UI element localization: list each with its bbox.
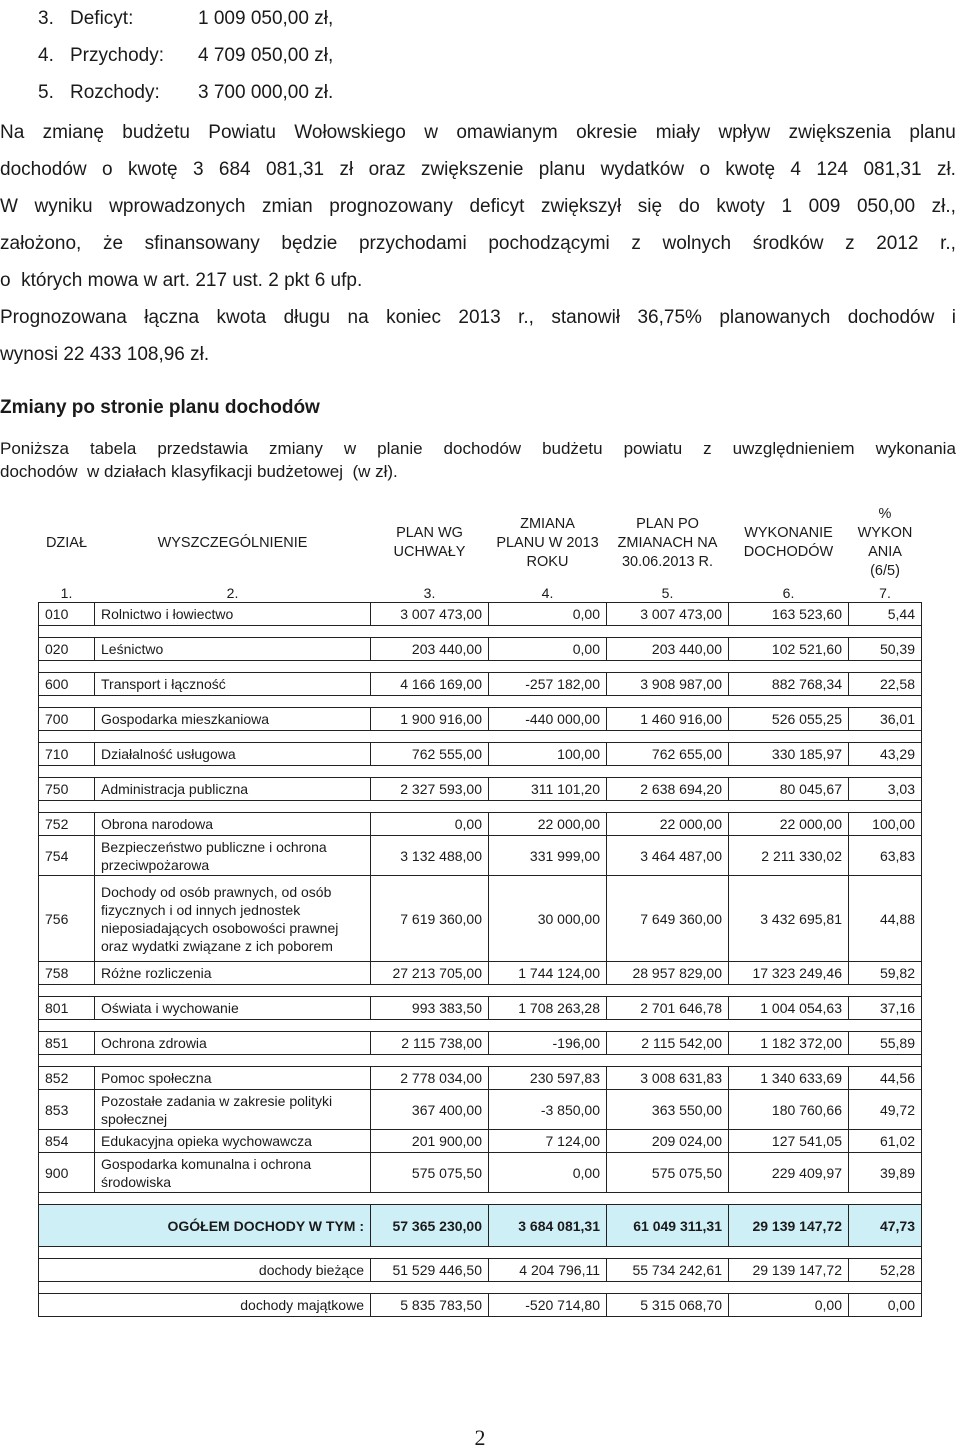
cell-name: Administracja publiczna [95,778,371,801]
cell-plan_po: 203 440,00 [607,638,729,661]
cell-name: Dochody od osób prawnych, od osób fizycznych i od innych jednostek nieposiadających osobowości prawnej oraz wydatki związane z ich poborem [95,876,371,962]
word: łączna [144,306,200,328]
cell-wykonanie: 1 182 372,00 [729,1032,849,1055]
word: budżetu [542,438,603,458]
subtotal-plan: 5 835 783,50 [371,1294,489,1317]
cell-proc: 39,89 [849,1153,922,1193]
cell-proc: 3,03 [849,778,922,801]
spacer-row [39,661,922,673]
table-row [39,997,922,1020]
word: planie [377,438,423,458]
table-row [39,673,922,696]
word: Poniższa [0,438,69,458]
word: 684 [218,158,251,180]
table-row [39,743,922,766]
spacer-row [39,1193,922,1205]
word: zmiany [269,438,323,458]
cell-zmiana: 1 744 124,00 [489,962,607,985]
cell-wykonanie: 3 432 695,81 [729,876,849,962]
word: środków [752,232,824,254]
list-item [38,0,333,37]
word: o [699,158,711,180]
word: Na [0,121,25,143]
cell-zmiana: 0,00 [489,1153,607,1193]
cell-name: Bezpieczeństwo publiczne i ochrona przeciwpożarowa [95,836,371,876]
subtotal-wykonanie: 29 139 147,72 [729,1259,849,1282]
cell-name: Transport i łączność [95,673,371,696]
cell-dzial: 851 [39,1032,95,1055]
cell-zmiana: 331 999,00 [489,836,607,876]
table-header-row [39,503,922,583]
list-item [38,37,333,74]
cell-name: Pozostałe zadania w zakresie polityki społecznej [95,1090,371,1130]
total-label: OGÓŁEM DOCHODY W TYM : [39,1205,371,1247]
cell-plan_po: 762 655,00 [607,743,729,766]
cell-dzial: 752 [39,813,95,836]
cell-proc: 44,56 [849,1067,922,1090]
spacer-row [39,696,922,708]
word: że [102,232,124,254]
cell-dzial: 600 [39,673,95,696]
word: omawianym [456,121,558,143]
word: 124 [816,158,849,180]
word: 2013 [458,306,501,328]
intro-paragraph [0,437,956,483]
table-row [39,813,922,836]
cell-name: Różne rozliczenia [95,962,371,985]
word: z [631,232,641,254]
list-item-label: Deficyt: [70,7,134,29]
cell-plan_po: 22 000,00 [607,813,729,836]
word: r., [518,306,534,328]
column-header: PLAN WG UCHWAŁY [393,525,466,560]
total-wykonanie: 29 139 147,72 [729,1205,849,1247]
cell-wykonanie: 882 768,34 [729,673,849,696]
word: i [951,306,956,328]
paragraph-line [0,114,956,151]
word: dochodów [847,306,935,328]
word: zmian [262,195,313,217]
page-number: 2 [474,1425,486,1450]
word: powiatu [623,438,683,458]
total-zmiana: 3 684 081,31 [489,1205,607,1247]
cell-zmiana: 7 124,00 [489,1130,607,1153]
paragraph-debt-forecast [0,299,956,373]
list-item-value: 1 009 050,00 zł, [198,7,334,29]
cell-proc: 63,83 [849,836,922,876]
cell-proc: 36,01 [849,708,922,731]
total-plan: 57 365 230,00 [371,1205,489,1247]
cell-wykonanie: 330 185,97 [729,743,849,766]
subtotal-plan_po: 55 734 242,61 [607,1259,729,1282]
cell-zmiana: 1 708 263,28 [489,997,607,1020]
spacer-row [39,626,922,638]
column-header: DZIAŁ [45,534,88,551]
cell-proc: 44,88 [849,876,922,962]
cell-plan: 2 327 593,00 [371,778,489,801]
table-row [39,876,922,962]
spacer-row [39,731,922,743]
cell-zmiana: -3 850,00 [489,1090,607,1130]
cell-plan_po: 2 638 694,20 [607,778,729,801]
cell-zmiana: 230 597,83 [489,1067,607,1090]
word: 3 [192,158,204,180]
cell-dzial: 756 [39,876,95,962]
cell-dzial: 854 [39,1130,95,1153]
cell-dzial: 010 [39,603,95,626]
column-header: WYSZCZEGÓLNIENIE [157,534,308,551]
subtotal-zmiana: 4 204 796,11 [489,1259,607,1282]
word: będzie [281,232,338,254]
cell-zmiana: -257 182,00 [489,673,607,696]
cell-plan_po: 28 957 829,00 [607,962,729,985]
cell-dzial: 853 [39,1090,95,1130]
cell-plan: 7 619 360,00 [371,876,489,962]
total-row [39,1205,922,1247]
subtotal-wykonanie: 0,00 [729,1294,849,1317]
word: o [102,158,113,180]
column-header: WYKONANIE DOCHODÓW [743,525,834,560]
cell-plan_po: 363 550,00 [607,1090,729,1130]
word: do [678,195,700,217]
subtotal-plan: 51 529 446,50 [371,1259,489,1282]
word: W [0,195,18,217]
word: miały [655,121,701,143]
word: kwotę [127,158,178,180]
cell-name: Pomoc społeczna [95,1067,371,1090]
cell-plan_po: 3 008 631,83 [607,1067,729,1090]
column-number: 7. [849,583,922,603]
word: kwota [216,306,267,328]
cell-plan: 367 400,00 [371,1090,489,1130]
table-row [39,638,922,661]
word: przychodami [358,232,467,254]
list-item [38,74,333,111]
word: 009 [808,195,841,217]
cell-dzial: 700 [39,708,95,731]
paragraph-line [0,437,956,460]
cell-plan: 2 778 034,00 [371,1067,489,1090]
cell-proc: 37,16 [849,997,922,1020]
word: stanowił [551,306,621,328]
cell-wykonanie: 22 000,00 [729,813,849,836]
word: pochodzącymi [488,232,610,254]
cell-plan: 3 132 488,00 [371,836,489,876]
word: z [845,232,855,254]
cell-plan: 575 075,50 [371,1153,489,1193]
cell-plan_po: 7 649 360,00 [607,876,729,962]
cell-wykonanie: 17 323 249,46 [729,962,849,985]
cell-plan_po: 1 460 916,00 [607,708,729,731]
cell-wykonanie: 229 409,97 [729,1153,849,1193]
cell-zmiana: 0,00 [489,603,607,626]
word: tabela [89,438,137,458]
spacer-row [39,985,922,997]
cell-plan_po: 2 115 542,00 [607,1032,729,1055]
subtotal-row [39,1259,922,1282]
spacer-row [39,1282,922,1294]
paragraph-line: dochodów w działach klasyfikacji budżetowej (w zł). [0,461,398,481]
list-item-number: 5. [38,81,54,103]
paragraph-line: o których mowa w art. 217 ust. 2 pkt 6 ufp. [0,269,363,291]
cell-plan: 2 115 738,00 [371,1032,489,1055]
cell-name: Gospodarka komunalna i ochrona środowiska [95,1153,371,1193]
cell-proc: 43,29 [849,743,922,766]
word: zł., [931,195,956,217]
list-item-label: Przychody: [70,44,164,66]
word: planu [909,121,956,143]
table-row [39,708,922,731]
subtotal-row [39,1294,922,1317]
table-row [39,1090,922,1130]
cell-proc: 22,58 [849,673,922,696]
word: wykonania [875,438,956,458]
word: Powiatu [208,121,276,143]
word: wpływ [718,121,771,143]
word: zwiększenie [420,158,524,180]
word: zł. [936,158,956,180]
table-column-numbers-row [39,583,922,603]
income-table [38,503,922,1317]
paragraph-line [0,188,956,225]
cell-plan_po: 575 075,50 [607,1153,729,1193]
cell-name: Oświata i wychowanie [95,997,371,1020]
cell-name: Gospodarka mieszkaniowa [95,708,371,731]
cell-plan_po: 2 701 646,78 [607,997,729,1020]
word: długu [283,306,331,328]
word: przedstawia [157,438,249,458]
cell-wykonanie: 127 541,05 [729,1130,849,1153]
cell-zmiana: 100,00 [489,743,607,766]
subtotal-label: dochody bieżące [39,1259,371,1282]
cell-dzial: 852 [39,1067,95,1090]
word: oraz [368,158,406,180]
column-number: 1. [39,583,95,603]
word: założono, [0,232,82,254]
cell-dzial: 801 [39,997,95,1020]
cell-zmiana: 311 101,20 [489,778,607,801]
word: zwiększenia [788,121,891,143]
table-row [39,603,922,626]
column-number: 2. [95,583,371,603]
table-row [39,1130,922,1153]
word: okresie [576,121,638,143]
word: 081,31 [863,158,922,180]
cell-proc: 5,44 [849,603,922,626]
cell-dzial: 900 [39,1153,95,1193]
list-item-label: Rozchody: [70,81,160,103]
subtotal-proc: 52,28 [849,1259,922,1282]
column-header: % WYKON ANIA (6/5) [857,506,913,579]
cell-wykonanie: 526 055,25 [729,708,849,731]
paragraph-line [0,225,956,262]
spacer-row [39,1020,922,1032]
paragraph-line [0,151,956,188]
cell-plan: 0,00 [371,813,489,836]
word: 050,00 [856,195,916,217]
cell-dzial: 758 [39,962,95,985]
cell-proc: 55,89 [849,1032,922,1055]
summary-list [38,0,333,111]
word: zł [339,158,354,180]
subtotal-proc: 0,00 [849,1294,922,1317]
cell-zmiana: 22 000,00 [489,813,607,836]
cell-wykonanie: 2 211 330,02 [729,836,849,876]
cell-proc: 59,82 [849,962,922,985]
word: koniec [386,306,441,328]
cell-wykonanie: 102 521,60 [729,638,849,661]
cell-plan: 3 007 473,00 [371,603,489,626]
paragraph-budget-changes [0,114,956,299]
cell-plan_po: 3 464 487,00 [607,836,729,876]
word: budżetu [122,121,190,143]
subtotal-zmiana: -520 714,80 [489,1294,607,1317]
spacer-row [39,766,922,778]
word: wprowadzonych [109,195,246,217]
word: w [343,438,357,458]
cell-plan: 762 555,00 [371,743,489,766]
cell-plan: 203 440,00 [371,638,489,661]
cell-plan: 1 900 916,00 [371,708,489,731]
cell-dzial: 750 [39,778,95,801]
cell-dzial: 754 [39,836,95,876]
section-heading: Zmiany po stronie planu dochodów [0,397,320,418]
cell-name: Leśnictwo [95,638,371,661]
cell-name: Rolnictwo i łowiectwo [95,603,371,626]
cell-zmiana: 0,00 [489,638,607,661]
cell-plan: 201 900,00 [371,1130,489,1153]
cell-dzial: 710 [39,743,95,766]
column-number: 3. [371,583,489,603]
table-row [39,778,922,801]
cell-plan_po: 3 007 473,00 [607,603,729,626]
column-number: 6. [729,583,849,603]
subtotal-plan_po: 5 315 068,70 [607,1294,729,1317]
word: z [703,438,712,458]
word: się [637,195,663,217]
cell-name: Obrona narodowa [95,813,371,836]
cell-name: Ochrona zdrowia [95,1032,371,1055]
word: planowanych [719,306,831,328]
cell-proc: 61,02 [849,1130,922,1153]
word: kwoty [716,195,765,217]
cell-plan: 4 166 169,00 [371,673,489,696]
cell-zmiana: 30 000,00 [489,876,607,962]
word: 4 [790,158,801,180]
word: kwotę [725,158,776,180]
cell-name: Edukacyjna opieka wychowawcza [95,1130,371,1153]
column-number: 4. [489,583,607,603]
paragraph-line [0,299,956,336]
cell-plan_po: 209 024,00 [607,1130,729,1153]
total-plan_po: 61 049 311,31 [607,1205,729,1247]
word: 36,75% [637,306,702,328]
word: w [424,121,438,143]
column-number: 5. [607,583,729,603]
cell-wykonanie: 180 760,66 [729,1090,849,1130]
word: 1 [781,195,793,217]
table-row [39,1153,922,1193]
cell-dzial: 020 [39,638,95,661]
paragraph-line: wynosi 22 433 108,96 zł. [0,343,210,365]
table-row [39,1067,922,1090]
cell-name: Działalność usługowa [95,743,371,766]
word: dochodów [443,438,522,458]
cell-proc: 49,72 [849,1090,922,1130]
spacer-row [39,1247,922,1259]
word: r., [940,232,956,254]
word: wolnych [662,232,732,254]
word: Prognozowana [0,306,127,328]
word: uwzględnieniem [732,438,855,458]
word: sfinansowany [144,232,260,254]
word: dochodów [0,158,87,180]
list-item-number: 4. [38,44,54,66]
total-proc: 47,73 [849,1205,922,1247]
word: na [347,306,369,328]
word: 2012 [876,232,919,254]
word: planu [538,158,586,180]
cell-wykonanie: 1 004 054,63 [729,997,849,1020]
word: prognozowany [329,195,453,217]
table-row [39,1032,922,1055]
cell-plan: 27 213 705,00 [371,962,489,985]
spacer-row [39,801,922,813]
cell-wykonanie: 1 340 633,69 [729,1067,849,1090]
cell-plan_po: 3 908 987,00 [607,673,729,696]
word: wydatków [600,158,685,180]
cell-wykonanie: 80 045,67 [729,778,849,801]
word: 081,31 [266,158,325,180]
subtotal-label: dochody majątkowe [39,1294,371,1317]
cell-plan: 993 383,50 [371,997,489,1020]
word: wyniku [34,195,93,217]
word: Wołowskiego [294,121,406,143]
table-row [39,962,922,985]
cell-wykonanie: 163 523,60 [729,603,849,626]
table-row [39,836,922,876]
word: deficyt [469,195,525,217]
column-header: ZMIANA PLANU W 2013 ROKU [496,515,599,570]
list-item-number: 3. [38,7,54,29]
list-item-value: 4 709 050,00 zł, [198,44,334,66]
list-item-value: 3 700 000,00 zł. [198,81,334,103]
word: zwiększył [540,195,622,217]
cell-proc: 50,39 [849,638,922,661]
cell-zmiana: -440 000,00 [489,708,607,731]
spacer-row [39,1055,922,1067]
column-header: PLAN PO ZMIANACH NA 30.06.2013 R. [617,515,718,570]
cell-zmiana: -196,00 [489,1032,607,1055]
word: zmianę [42,121,104,143]
cell-proc: 100,00 [849,813,922,836]
